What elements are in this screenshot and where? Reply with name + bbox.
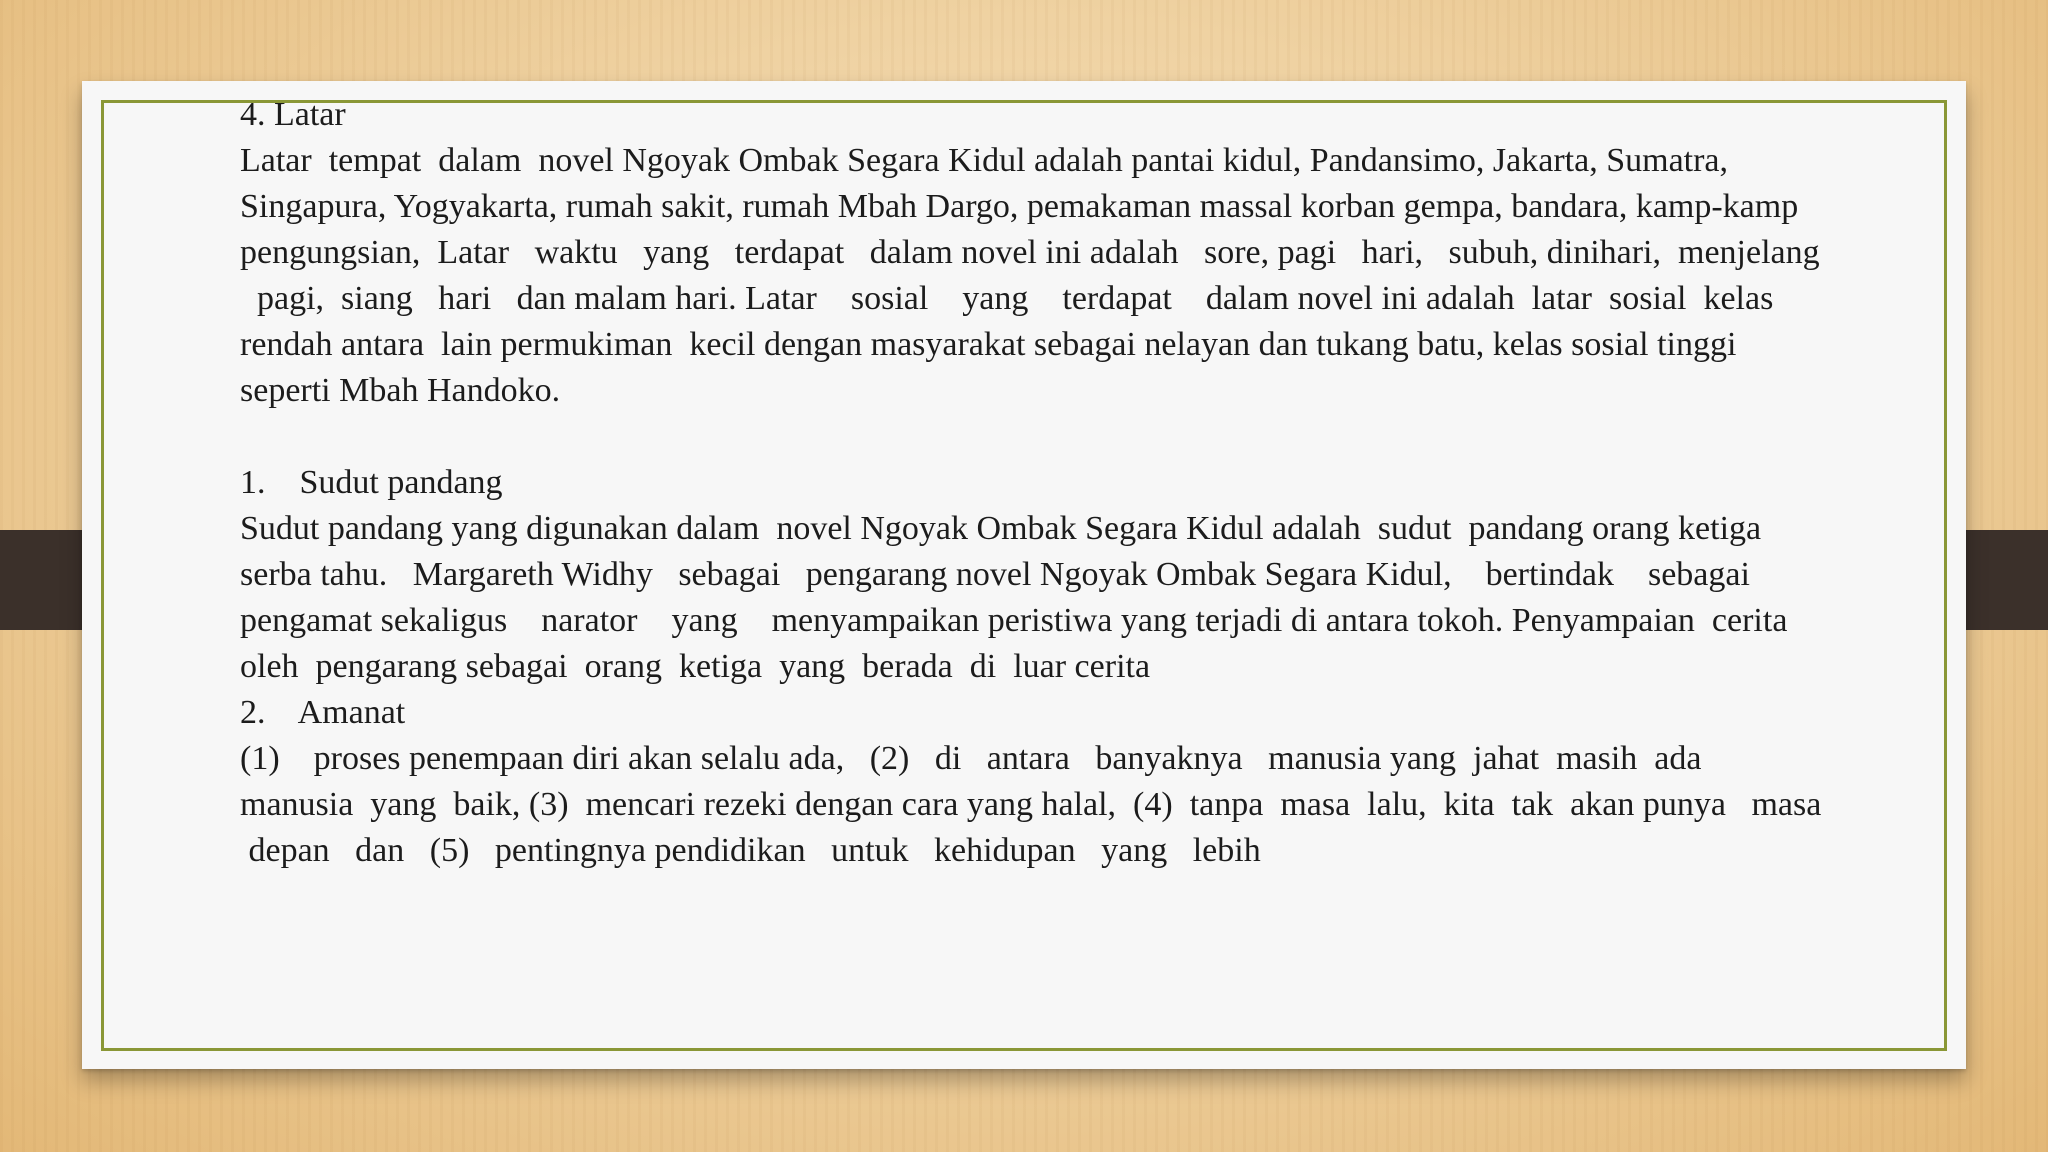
text-line: depan dan (5) pentingnya pendidikan untuk kehidupan yang lebih: [240, 832, 1261, 869]
text-line: Latar tempat dalam novel Ngoyak Ombak Segara Kidul adalah pantai kidul, Pandansimo, Jakarta, Sumatra,: [240, 142, 1729, 179]
text-line: oleh pengarang sebagai orang ketiga yang berada di luar cerita: [240, 648, 1151, 685]
text-line: pengungsian, Latar waktu yang terdapat dalam novel ini adalah sore, pagi hari, subuh, dinihari, menjelang: [240, 234, 1820, 271]
blank-line: [240, 414, 1952, 460]
text-line: rendah antara lain permukiman kecil dengan masyarakat sebagai nelayan dan tukang batu, kelas sosial tinggi: [240, 326, 1737, 363]
text-line: seperti Mbah Handoko.: [240, 372, 561, 409]
slide-text-body: [240, 92, 1952, 874]
text-line: manusia yang baik, (3) mencari rezeki dengan cara yang halal, (4) tanpa masa lalu, kita tak akan punya masa: [240, 786, 1822, 823]
heading-amanat: 2. Amanat: [240, 694, 406, 731]
text-line: Singapura, Yogyakarta, rumah sakit, rumah Mbah Dargo, pemakaman massal korban gempa, bandara, kamp-kamp: [240, 188, 1799, 225]
heading-sudut-pandang: 1. Sudut pandang: [240, 464, 503, 501]
text-line: (1) proses penempaan diri akan selalu ada, (2) di antara banyaknya manusia yang jahat masih ada: [240, 740, 1702, 777]
text-line: pagi, siang hari dan malam hari. Latar sosial yang terdapat dalam novel ini adalah latar sosial kelas: [240, 280, 1774, 317]
heading-latar: 4. Latar: [240, 96, 346, 133]
text-line: serba tahu. Margareth Widhy sebagai pengarang novel Ngoyak Ombak Segara Kidul, bertindak sebagai: [240, 556, 1750, 593]
text-line: Sudut pandang yang digunakan dalam novel Ngoyak Ombak Segara Kidul adalah sudut pandang orang ketiga: [240, 510, 1762, 547]
text-line: pengamat sekaligus narator yang menyampaikan peristiwa yang terjadi di antara tokoh. Penyampaian cerita: [240, 602, 1788, 639]
